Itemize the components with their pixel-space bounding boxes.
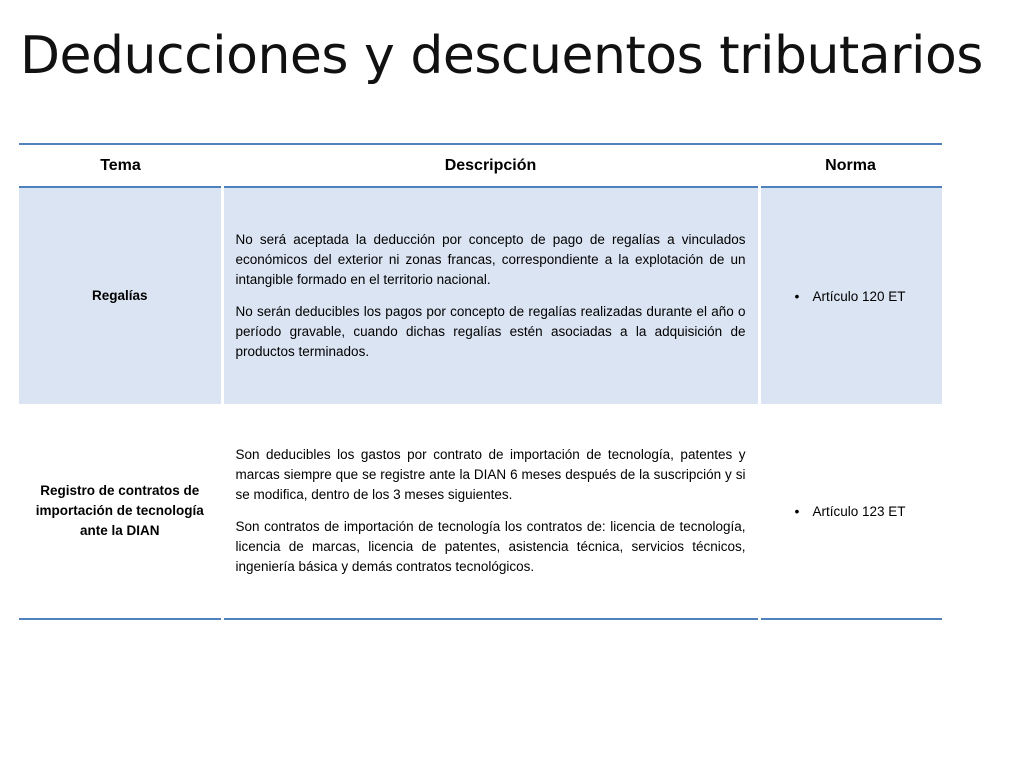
descripcion-paragraph: Son deducibles los gastos por contrato de importación de tecnología, patentes y marcas siempre que se registre ante la DIAN 6 meses después de la suscripción y si se modifica, dentro de los 3 meses siguientes. <box>235 447 746 502</box>
header-row <box>19 144 942 187</box>
table <box>19 143 942 620</box>
descripcion-cell <box>222 187 759 404</box>
bullet-icon: • <box>794 288 800 304</box>
header-descripcion: Descripción <box>444 156 537 174</box>
header-norma: Norma <box>825 156 876 174</box>
norma-label: Artículo 120 ET <box>812 289 906 304</box>
descripcion-cell <box>222 404 759 619</box>
descripcion-paragraph: No será aceptada la deducción por concepto de pago de regalías a vinculados económicos del exterior ni zonas francas, correspondiente a la explotación de un intangible formado en el territorio nacional. <box>235 232 746 287</box>
norma-label: Artículo 123 ET <box>812 504 906 519</box>
table-body <box>19 187 942 619</box>
tax-deductions-table <box>19 143 942 620</box>
header-tema: Tema <box>100 156 141 174</box>
norma-cell <box>759 404 942 619</box>
norma-list-item <box>795 503 943 519</box>
table-header <box>19 144 942 187</box>
page-title: Deducciones y descuentos tributarios <box>20 26 983 86</box>
tema-cell: Regalías <box>19 187 222 404</box>
table-row <box>19 404 942 619</box>
norma-cell <box>759 187 942 404</box>
descripcion-paragraph: Son contratos de importación de tecnología los contratos de: licencia de tecnología, licencia de marcas, licencia de patentes, asistencia técnica, servicios técnicos, ingeniería básica y demás contratos tecnológicos. <box>235 519 746 574</box>
table-row <box>19 187 942 404</box>
bullet-icon: • <box>794 503 800 519</box>
descripcion-paragraph: No serán deducibles los pagos por concepto de regalías realizadas durante el año o período gravable, cuando dichas regalías estén asociadas a la adquisición de productos terminados. <box>235 304 746 359</box>
tema-cell: Registro de contratos de importación de tecnología ante la DIAN <box>19 404 222 619</box>
norma-list-item <box>795 288 943 304</box>
